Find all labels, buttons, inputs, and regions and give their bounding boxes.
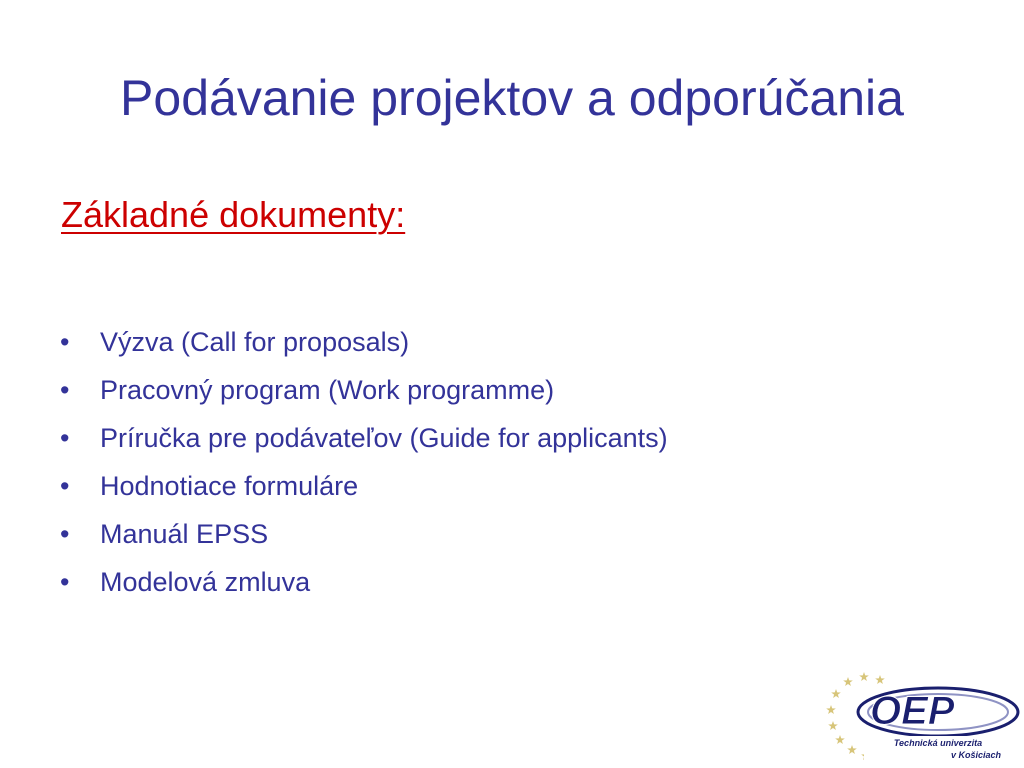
bullet-icon: • bbox=[60, 375, 70, 405]
list-item-text: Modelová zmluva bbox=[100, 567, 311, 597]
bullet-icon: • bbox=[60, 471, 70, 501]
list-item bbox=[60, 366, 668, 414]
list-item-text: Manuál EPSS bbox=[100, 519, 269, 549]
bullet-icon: • bbox=[60, 327, 70, 357]
list-item-text: Príručka pre podávateľov (Guide for applicants) bbox=[100, 423, 668, 453]
section-subtitle: Základné dokumenty: bbox=[61, 194, 406, 235]
logo-caption-line2: v Košiciach bbox=[950, 750, 1002, 760]
bullet-icon: • bbox=[60, 519, 70, 549]
list-item bbox=[60, 318, 668, 366]
oep-logo bbox=[820, 672, 1020, 764]
list-item-text: Pracovný program (Work programme) bbox=[100, 375, 555, 405]
documents-list bbox=[60, 318, 668, 606]
logo-caption-line1: Technická univerzita bbox=[893, 738, 983, 748]
list-item bbox=[60, 462, 668, 510]
list-item bbox=[60, 510, 668, 558]
slide-title: Podávanie projektov a odporúčania bbox=[120, 70, 904, 126]
list-item-text: Výzva (Call for proposals) bbox=[100, 327, 410, 357]
list-item bbox=[60, 558, 668, 606]
logo-acronym: OEP bbox=[870, 689, 955, 733]
bullet-icon: • bbox=[60, 567, 70, 597]
list-item bbox=[60, 414, 668, 462]
list-item-text: Hodnotiace formuláre bbox=[100, 471, 359, 501]
bullet-icon: • bbox=[60, 423, 70, 453]
